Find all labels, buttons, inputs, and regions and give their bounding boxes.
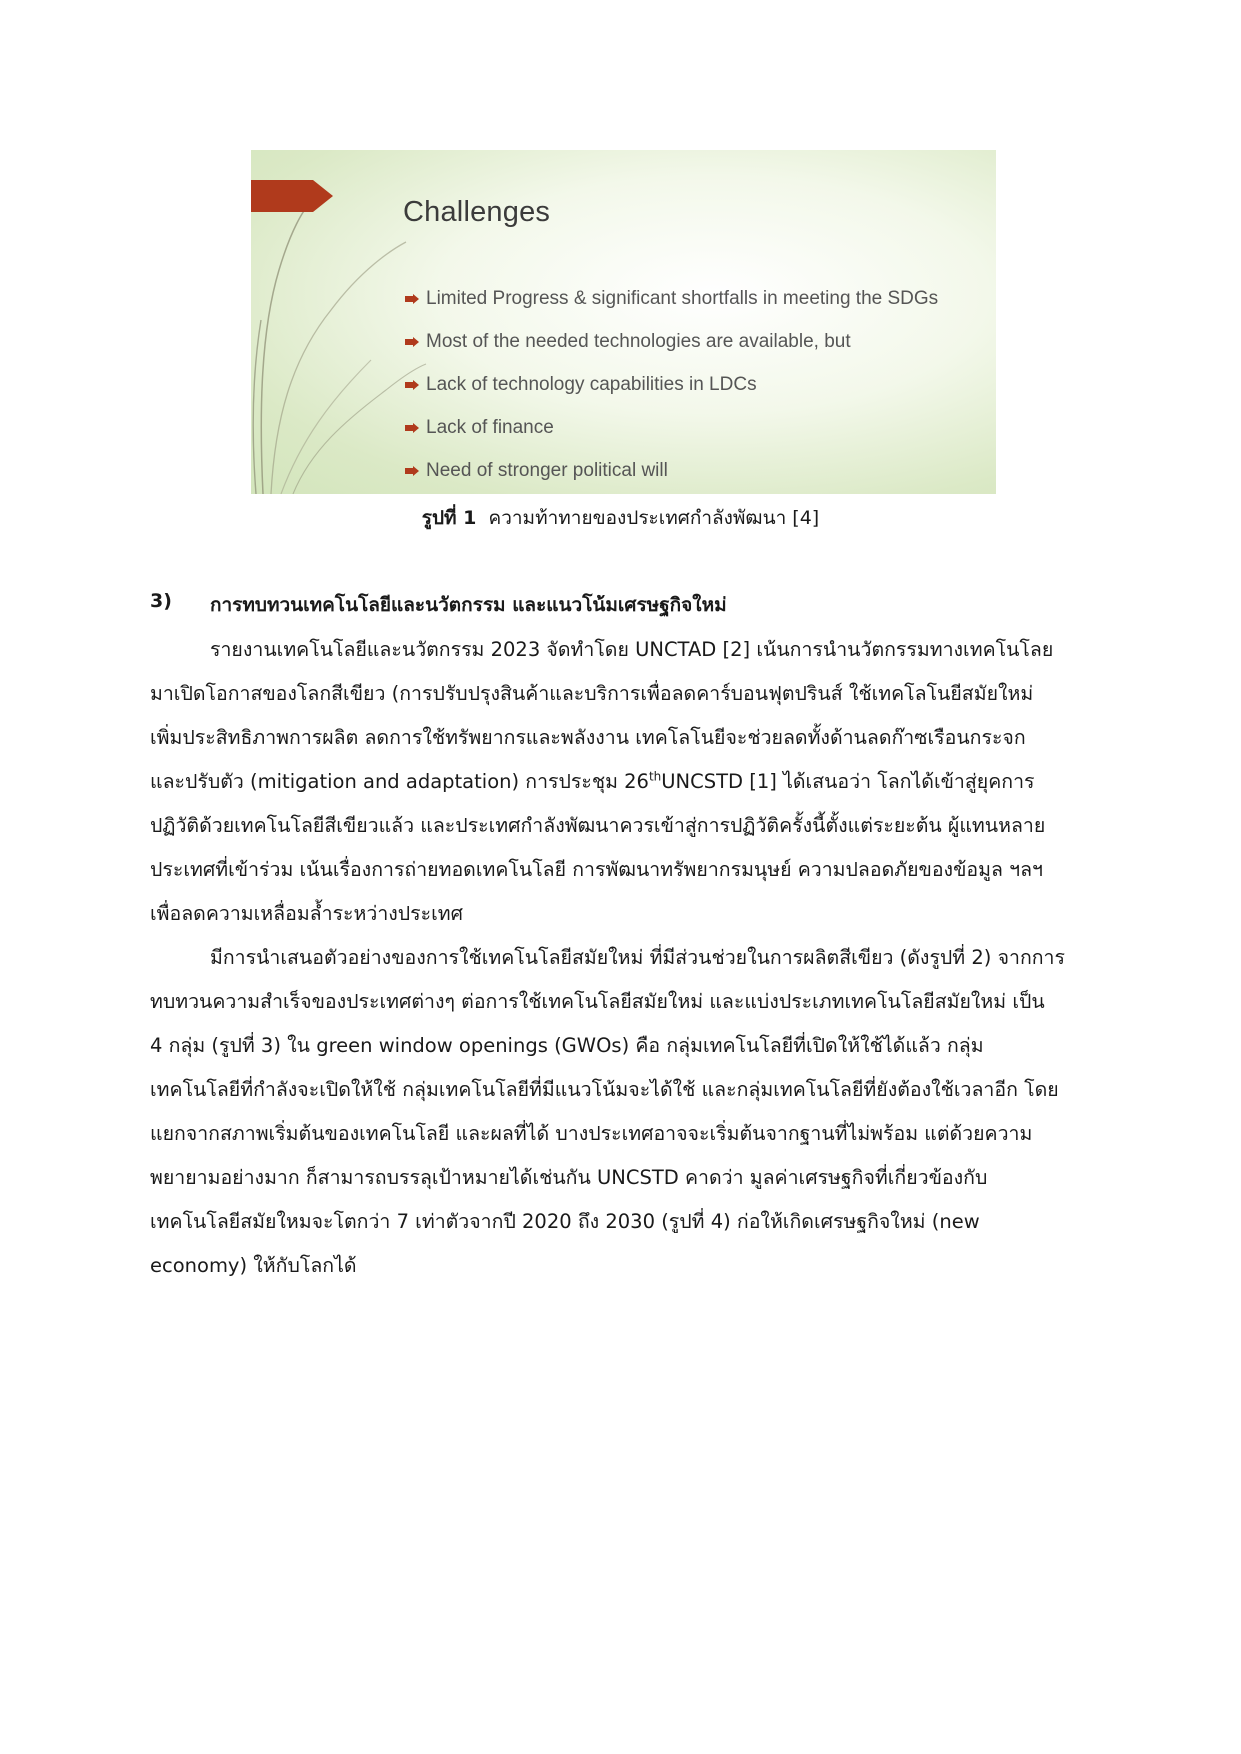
slide-bullet-list	[405, 277, 938, 492]
text-line: ปฏิวัติด้วยเทคโนโลยีสีเขียวแล้ว และประเทศกำลังพัฒนาควรเข้าสู่การปฏิวัติครั้งนี้ตั้งแต่ระยะต้น ผู้แทนหลาย	[150, 814, 1046, 837]
text-line: มีการนำเสนอตัวอย่างของการใช้เทคโนโลยีสมัยใหม่ ที่มีส่วนช่วยในการผลิตสีเขียว (ดังรูปที่ 2) จากการ	[210, 946, 1065, 969]
paragraph-2-line	[150, 936, 1096, 980]
slide-bullet-item	[405, 277, 938, 320]
figure-caption-label: รูปที่ 1	[421, 507, 477, 529]
paragraph-2-line	[150, 1244, 1096, 1288]
text-line: พยายามอย่างมาก ก็สามารถบรรลุเป้าหมายได้เช่นกัน UNCSTD คาดว่า มูลค่าเศรษฐกิจที่เกี่ยวข้องกับ	[150, 1166, 988, 1189]
text-segment: UNCSTD [1] ได้เสนอว่า โลกได้เข้าสู่ยุคการ	[661, 770, 1035, 793]
slide-title: Challenges	[403, 196, 551, 228]
paragraph-1-line	[150, 716, 1096, 760]
slide-bullet-text: Lack of technology capabilities in LDCs	[426, 373, 757, 395]
arrow-bullet-icon	[405, 294, 419, 304]
text-line: ทบทวนความสำเร็จของประเทศต่างๆ ต่อการใช้เทคโนโลยีสมัยใหม่ และแบ่งประเภทเทคโนโลยีสมัยใหม่ เป็น	[150, 990, 1045, 1013]
paragraph-1-line	[150, 628, 1096, 672]
section-heading	[150, 590, 727, 620]
arrow-bullet-icon	[405, 337, 419, 347]
slide-bullet-item	[405, 363, 938, 406]
slide-bullet-text: Lack of finance	[426, 416, 554, 438]
text-line: 4 กลุ่ม (รูปที่ 3) ใน green window openings (GWOs) คือ กลุ่มเทคโนโลยีที่เปิดให้ใช้ได้แล้ว กลุ่ม	[150, 1034, 984, 1057]
section-number: 3)	[150, 590, 172, 612]
paragraph-2-line	[150, 1068, 1096, 1112]
text-line: แยกจากสภาพเริ่มต้นของเทคโนโลยี และผลที่ได้ บางประเทศอาจจะเริ่มต้นจากฐานที่ไม่พร้อม แต่ด้วยความ	[150, 1122, 1033, 1145]
challenges-slide-image	[251, 150, 996, 494]
slide-bullet-item	[405, 320, 938, 363]
superscript: th	[648, 769, 662, 784]
paragraph-2-line	[150, 1024, 1096, 1068]
figure-caption	[0, 503, 1241, 533]
paragraph-1-line	[150, 760, 1096, 804]
section-title: การทบทวนเทคโนโลยีและนวัตกรรม และแนวโน้มเศรษฐกิจใหม่	[210, 594, 727, 616]
text-line	[150, 760, 1035, 804]
paragraph-1-line	[150, 848, 1096, 892]
text-line: เทคโนโลยีที่กำลังจะเปิดให้ใช้ กลุ่มเทคโนโลยีที่มีแนวโน้มจะได้ใช้ และกลุ่มเทคโนโลยีที่ยังต้องใช้เวลาอีก โดย	[150, 1078, 1059, 1101]
text-line: รายงานเทคโนโลยีและนวัตกรรม 2023 จัดทำโดย UNCTAD [2] เน้นการนำนวัตกรรมทางเทคโนโลย	[210, 638, 1054, 661]
paragraph-2-line	[150, 980, 1096, 1024]
text-line: เทคโนโลยีสมัยใหมจะโตกว่า 7 เท่าตัวจากปี 2020 ถึง 2030 (รูปที่ 4) ก่อให้เกิดเศรษฐกิจใหม่ (new	[150, 1210, 980, 1233]
text-line: เพื่อลดความเหลื่อมล้ำระหว่างประเทศ	[150, 902, 464, 925]
paragraph-1-line	[150, 672, 1096, 716]
arrow-bullet-icon	[405, 423, 419, 433]
text-line: เพิ่มประสิทธิภาพการผลิต ลดการใช้ทรัพยากรและพลังงาน เทคโลโนยีจะช่วยลดทั้งด้านลดก๊าซเรือนกระจก	[150, 726, 1026, 749]
slide-bullet-item	[405, 449, 938, 492]
arrow-bullet-icon	[405, 466, 419, 476]
text-segment: และปรับตัว (mitigation and adaptation) การประชุม 26	[150, 770, 649, 793]
body-text	[150, 628, 1096, 1288]
accent-arrow-shape	[251, 180, 333, 212]
arrow-bullet-icon	[405, 380, 419, 390]
text-line: มาเปิดโอกาสของโลกสีเขียว (การปรับปรุงสินค้าและบริการเพื่อลดคาร์บอนฟุตปรินส์ ใช้เทคโลโนยีสมัยใหม่	[150, 682, 1034, 705]
paragraph-2-line	[150, 1156, 1096, 1200]
slide-bullet-item	[405, 406, 938, 449]
slide-bullet-text: Most of the needed technologies are available, but	[426, 330, 851, 352]
paragraph-1-line	[150, 892, 1096, 936]
paragraph-2-line	[150, 1112, 1096, 1156]
slide-bullet-text: Need of stronger political will	[426, 459, 668, 481]
text-line: economy) ให้กับโลกได้	[150, 1254, 357, 1277]
text-line: ประเทศที่เข้าร่วม เน้นเรื่องการถ่ายทอดเทคโนโลยี การพัฒนาทรัพยากรมนุษย์ ความปลอดภัยของข้อมูล ฯลฯ	[150, 858, 1043, 881]
figure-caption-text: ความท้าทายของประเทศกำลังพัฒนา [4]	[488, 507, 820, 529]
slide-bullet-text: Limited Progress & significant shortfalls in meeting the SDGs	[426, 287, 939, 309]
paragraph-2-line	[150, 1200, 1096, 1244]
paragraph-1-line	[150, 804, 1096, 848]
